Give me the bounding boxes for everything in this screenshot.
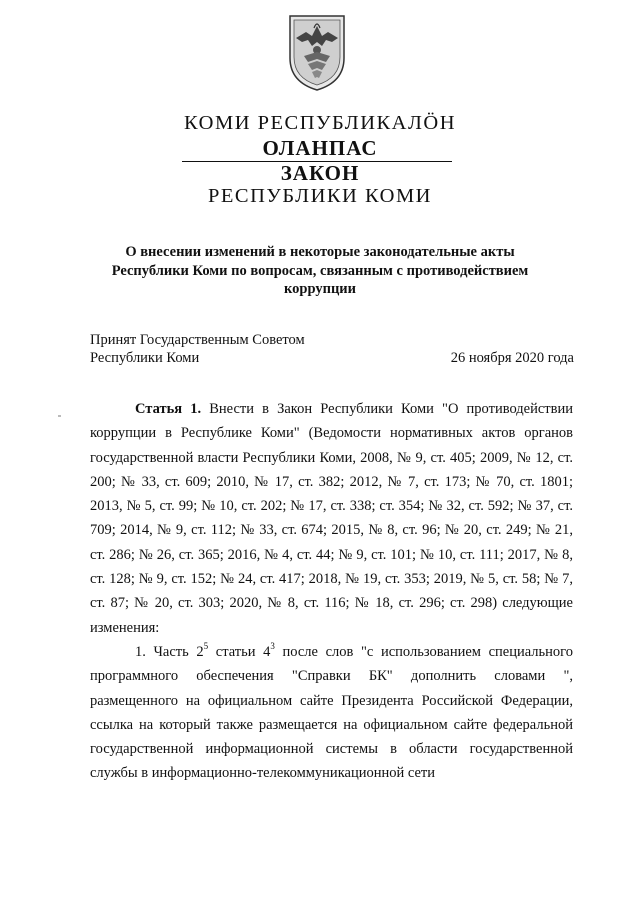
adopted-by-line1: Принят Государственным Советом: [90, 332, 305, 348]
coat-of-arms-emblem: [286, 12, 348, 92]
header-olanpas: ОЛАНПАС: [262, 136, 378, 160]
item-1-text-part2: статьи 4: [208, 643, 271, 660]
adoption-date: 26 ноября 2020 года: [450, 350, 574, 366]
item-1-sup1: 5: [203, 641, 209, 652]
header-zakon: ЗАКОН: [280, 161, 360, 185]
article-1-text: Внести в Закон Республики Коми "О противодействии коррупции в Республике Коми" (Ведомости нормативных актов органов государственной власти Республики Коми, 2008, № 9, ст. 405; 2009, № 12, ст. 200; № 33, ст. 609; 2010, № 17, ст. 382; 2012, № 7, ст. 173; № 70, ст. 1801; 2013, № 5, ст. 99; № 10, ст. 202; № 17, ст. 338; ст. 354; № 32, ст. 592; № 37, ст. 709; 2014, № 9, ст. 112; № 33, ст. 674; 2015, № 8, ст. 96; № 20, ст. 249; № 21, ст. 286; № 26, ст. 365; 2016, № 4, ст. 44; № 9, ст. 101; № 10, ст. 111; 2017, № 8, ст. 128; № 9, ст. 152; № 24, ст. 417; 2018, № 19, ст. 353; 2019, № 5, ст. 58; № 7, ст. 87; № 20, ст. 303; 2020, № 8, ст. 116; № 18, ст. 296; ст. 298) следующие изменения:: [90, 401, 574, 636]
scan-mark: [58, 415, 61, 417]
article-1-label: Статья 1.: [135, 401, 202, 417]
law-subject-title: О внесении изменений в некоторые законодательные акты Республики Коми по вопросам, связанным с противодействием коррупции: [111, 244, 529, 297]
item-1-text-part1: 1. Часть 2: [135, 643, 204, 660]
header-republic-komi-lang: КОМИ РЕСПУБЛИКАЛӦН: [184, 112, 456, 134]
item-1-sup2: 3: [270, 641, 275, 652]
item-1-text-part3: после слов "с использованием специального программного обеспечения "Справки БК" дополнить словами ", размещенного на официальном сайте Президента Российской Федерации, ссылка на который также размещается на официальном сайте федеральной государственной информационной системы в области государственной службы в информационно-телекоммуникационной сети: [90, 643, 573, 782]
article-1-paragraph: [90, 397, 573, 640]
header-republic-komi: РЕСПУБЛИКИ КОМИ: [208, 185, 432, 207]
item-1-paragraph: [90, 640, 573, 786]
adopted-by-line2: Республики Коми: [90, 350, 200, 366]
law-body: [90, 397, 573, 786]
